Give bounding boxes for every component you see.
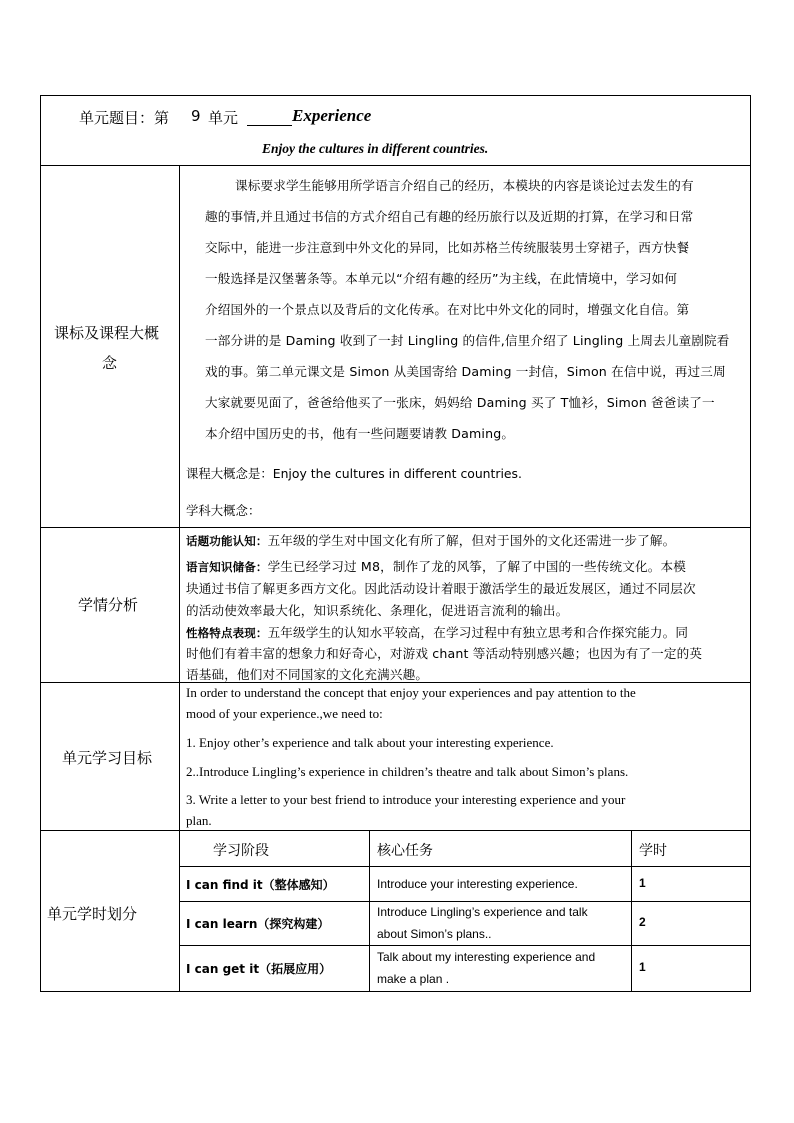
schedule-task-cont: make a plan .	[377, 972, 450, 986]
unit-name: Experience	[292, 106, 372, 125]
curriculum-label-line2: 念	[102, 354, 118, 372]
language-knowledge-line: 块通过书信了解更多西方文化。因此活动设计着眼于激活学生的最近发展区，通过不同层次	[186, 581, 696, 596]
schedule-hours: 2	[639, 915, 646, 929]
curriculum-paragraph-line: 戏的事。第二单元课文是 Simon 从美国寄给 Daming 一封信，Simon 在信中说，再过三周	[205, 364, 726, 379]
schedule-header-task: 核心任务	[377, 843, 433, 859]
schedule-header-stage: 学习阶段	[213, 843, 269, 859]
personality-traits-line: 语基础，他们对不同国家的文化充满兴趣。	[186, 667, 429, 682]
course-big-concept: 课程大概念是：Enjoy the cultures in different countries.	[186, 466, 522, 481]
schedule-hours: 1	[639, 960, 646, 974]
schedule-column-divider-1	[369, 830, 370, 992]
personality-traits-line: 时他们有着丰富的想象力和好奇心，对游戏 chant 等活动特别感兴趣；也因为有了一定的英	[186, 646, 703, 661]
row-divider-header	[40, 165, 751, 166]
row-divider-curriculum	[40, 527, 751, 528]
schedule-stage: I can get it（拓展应用）	[186, 962, 332, 976]
unit-title-suffix: 单元	[208, 109, 239, 127]
objectives-intro-line1: In order to understand the concept that enjoy your experiences and pay attention to the	[186, 685, 636, 700]
curriculum-paragraph-line: 课标要求学生能够用所学语言介绍自己的经历，本模块的内容是谈论过去发生的有	[235, 178, 694, 193]
unit-name-underline	[247, 125, 292, 126]
schedule-header-hours: 学时	[639, 843, 667, 859]
schedule-row-divider-1	[179, 901, 751, 902]
personality-traits-text: 五年级学生的认知水平较高，在学习过程中有独立思考和合作探究能力。同	[267, 625, 689, 640]
unit-number: 9	[191, 107, 201, 125]
language-knowledge	[186, 556, 686, 575]
language-knowledge-title: 语言知识储备：	[186, 560, 268, 574]
curriculum-paragraph-line: 一部分讲的是 Daming 收到了一封 Lingling 的信件,信里介绍了 Lingling 上周去儿童剧院看	[205, 333, 730, 348]
personality-traits-title: 性格特点表现：	[186, 626, 268, 640]
personality-traits	[186, 622, 688, 641]
schedule-task: Introduce Lingling’s experience and talk	[377, 905, 588, 919]
curriculum-label-line1: 课标及课程大概	[54, 324, 160, 342]
unit-title-prefix: 单元题目：第	[79, 109, 170, 127]
row-divider-objectives	[40, 830, 751, 831]
schedule-task: Introduce your interesting experience.	[377, 877, 578, 891]
objective-item-3: 3. Write a letter to your best friend to introduce your interesting experience and your	[186, 792, 626, 807]
schedule-stage: I can learn（探究构建）	[186, 917, 330, 931]
schedule-column-divider-2	[631, 830, 632, 992]
topic-cognition	[186, 530, 675, 549]
curriculum-paragraph-line: 本介绍中国历史的书，他有一些问题要请教 Daming。	[205, 426, 515, 441]
curriculum-paragraph-line: 介绍国外的一个景点以及背后的文化传承。在对比中外文化的同时，增强文化自信。第	[205, 302, 690, 317]
schedule-stage: I can find it（整体感知）	[186, 878, 335, 892]
schedule-hours: 1	[639, 876, 646, 890]
schedule-header-divider	[179, 866, 751, 867]
curriculum-paragraph-line: 一般选择是汉堡薯条等。本单元以“介绍有趣的经历”为主线，在此情境中，学习如何	[205, 271, 678, 286]
language-knowledge-line: 的活动使效率最大化，知识系统化、条理化，促进语言流利的输出。	[186, 603, 569, 618]
curriculum-paragraph-line: 交际中，能进一步注意到中外文化的异同，比如苏格兰传统服装男士穿裙子，西方快餐	[205, 240, 690, 255]
objectives-label: 单元学习目标	[62, 749, 153, 767]
topic-cognition-text: 五年级的学生对中国文化有所了解，但对于国外的文化还需进一步了解。	[267, 533, 676, 548]
objective-item-1: 1. Enjoy other’s experience and talk about your interesting experience.	[186, 735, 554, 750]
language-knowledge-text: 学生已经学习过 M8，制作了龙的风筝，了解了中国的一些传统文化。本模	[267, 559, 686, 574]
schedule-task-cont: about Simon’s plans..	[377, 927, 492, 941]
unit-subtitle: Enjoy the cultures in different countries.	[262, 141, 489, 156]
label-column-divider	[179, 165, 180, 992]
objective-item-2: 2..Introduce Lingling’s experience in children’s theatre and talk about Simon’s plans.	[186, 764, 629, 779]
curriculum-paragraph-line: 大家就要见面了，爸爸给他买了一张床，妈妈给 Daming 买了 T恤衫，Simon 爸爸读了一	[205, 395, 715, 410]
schedule-label: 单元学时划分	[47, 905, 138, 923]
subject-big-concept: 学科大概念：	[186, 503, 261, 518]
schedule-row-divider-2	[179, 945, 751, 946]
schedule-task: Talk about my interesting experience and	[377, 950, 596, 964]
topic-cognition-title: 话题功能认知：	[186, 534, 268, 548]
learner-analysis-label: 学情分析	[78, 596, 139, 614]
objective-item-3-cont: plan.	[186, 813, 212, 828]
curriculum-paragraph-line: 趣的事情,并且通过书信的方式介绍自己有趣的经历旅行以及近期的打算，在学习和日常	[205, 209, 694, 224]
objectives-intro-line2: mood of your experience.,we need to:	[186, 706, 383, 721]
